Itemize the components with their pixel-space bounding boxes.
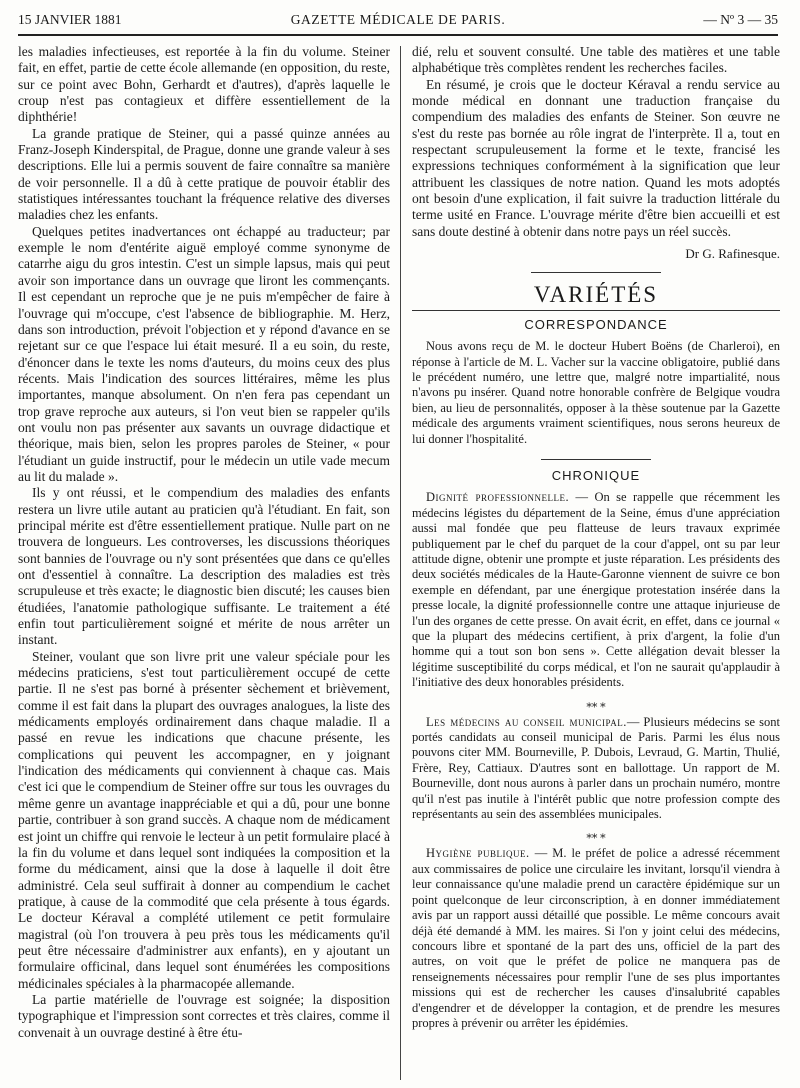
paragraph: les maladies infectieuses, est reportée à la fin du volume. Steiner fait, en effet, partie de cette école allemande (en opposition, du reste, sur ce point avec Bohn, Gerhardt et d'autres), d'après laquelle le croup n'est pas contagieux et diffère essentiellement de la diphthérie! (18, 44, 390, 125)
item-lead: Hygiène publique. (426, 846, 530, 861)
heading-correspondance: CORRESPONDANCE (524, 316, 668, 332)
item-lead: Les médecins au conseil municipal. (426, 714, 627, 729)
item-body: — M. le préfet de police a adressé récemment aux commissaires de police une circulaire les invitant, lorsqu'il viendra à leur connaissance qu'une maladie prend un caractère épidémique sur un point quelconque de leur circonscription, à en donner immédiatement avis par un rapport aussi détaillé que possible. Le même concours avait déjà été demandé à MM. les maires. Si l'on y joint celui des médecins, concours libre et spontané de la part des uns, officiel de la part des autres, on voit que le préfet de police ne manquera pas de renseignements nécessaires pour remplir l'une de ses plus importantes missions qui est de rechercher les causes d'insalubrité capables d'engendrer et de développer la contagion, et de prendre les mesures propres à prévenir ou arrêter les épidémies. (412, 846, 780, 1030)
author-signature: Dr G. Rafinesque. (685, 246, 780, 262)
issue-date: 15 JANVIER 1881 (18, 12, 122, 27)
item-body: — On se rappelle que récemment les médecins légistes du département de la Seine, émus d'une appréciation aussi mal fondée que peu flatteuse de leurs travaux exprimée publiquement par le chef du parquet de la cour d'appel, ont su par leur attitude digne, obtenir une prompte et juste réparation. Les présidents des deux sociétés médicales de la Haute-Garonne viennent de suivre ce bon exemple en défendant, par une énergique protestation insérée dans la presse locale, la dignité professionnelle contre une attaque injurieuse de l'un des organes de cette presse. On avait écrit, en effet, dans ce journal « que la plupart des médecins certifient, à prix d'argent, la folie d'un homme qui a tout son bon sens ». Cette allégation devait blesser la légitime susceptibilité du corps médical, et l'on ne saurait qu'applaudir à l'initiative des deux honorables présidents. (412, 490, 780, 690)
item-body: — Plusieurs médecins se sont portés candidats au conseil municipal de Paris. Parmi les élus nous pouvons citer MM. Bourneville, P. Dubois, Levraud, G. Martin, Thulié, Frère, Rey, Cattiaux. D'autres sont en ballottage. Un rapport de M. Bourneville, dont nous aurons à parler dans un prochain numéro, montre qu'il n'est pas inutile à l'intérêt public que notre profession compte des représentants au sein des assemblées municipales. (412, 714, 780, 822)
chronique-item-hygiene (412, 846, 780, 1031)
paragraph: La partie matérielle de l'ouvrage est soignée; la disposition typographique et l'impression sont correctes et très claires, comme il convenait à un ouvrage destiné à être étu- (18, 991, 390, 1040)
section-title-varietes: VARIÉTÉS (533, 282, 659, 308)
right-column (412, 44, 780, 1080)
paragraph: Quelques petites inadvertances ont échappé au traducteur; par exemple le nom d'entérite aiguë employé comme synonyme de catarrhe aigu du gros intestin. C'est un simple lapsus, mais qui peut avoir son importance dans un ouvrage que liront les commençants. Il est cependant un reproche que je ne puis m'empêcher de faire à l'ouvrage qui m'occupe, c'est l'absence de bibliographie. M. Herz, dans son introduction, prévoit l'objection et y répond d'avance en se rejetant sur ce que l'espace lui était mesuré. Il a eu soin, du reste, d'énoncer dans le texte les noms d'auteurs, du moins ceux des plus récents. Mais l'indication des sources littéraires, même les plus importantes, manque absolument. On n'en fera pas cependant un trop grave reproche aux auteurs, si l'on veut bien se rappeler qu'ils ont voulu non pas présenter aux savants un ouvrage didactique et théorique, mais bien, selon les propres paroles de Steiner, « pour l'étudiant un guide instructif, pour le médecin un utile vade mecum au lit du malade ». (18, 223, 390, 484)
chronique-item-dignite (412, 490, 780, 690)
separator-rule (531, 272, 661, 273)
left-column (18, 44, 390, 1080)
page-header (18, 8, 778, 36)
separator-rule (541, 459, 651, 460)
paragraph: Ils y ont réussi, et le compendium des maladies des enfants restera un livre utile autant au praticien qu'à l'étudiant. En fait, son principal mérite est d'être essentiellement pratique. Nulle part on ne trouvera de longueurs. Les controverses, les discussions théoriques sont bannies de l'ouvrage ou n'y sont présentées que dans ce qu'elles ont d'essentiel à connaître. La description des maladies est très scrupuleuse et très exacte; le diagnostic bien discuté; les causes bien étudiées, l'anatomie pathologique suffisante. Le traitement a été enfin tout particulièrement soigné et mérite de nous arrêter un instant. (18, 485, 390, 648)
paragraph: Steiner, voulant que son livre prit une valeur spéciale pour les médecins praticiens, s'est tout particulièrement occupé de cette partie. Il ne s'est pas borné à présenter sèchement et brièvement, comme il est fait dans la plupart des ouvrages analogues, la liste des médicaments employés ordinairement dans chaque maladie. Il a passé en revue les indications que chacune présente, les complications qui peuvent les accompagner, en y joignant l'indication des médicaments qui conviennent à chaque cas. Mais c'est ici que le compendium de Steiner offre sur tous les ouvrages du même genre un avantage inappréciable et qui a dû, pour une bonne partie, contribuer à son grand succès. A chaque nom de médicament est joint un chiffre qui renvoie le lecteur à un petit formulaire placé à la fin du volume et dans lequel sont indiquées la composition et la forme du médicament, ainsi que la dose à laquelle il doit être administré. Cela seul suffirait à donner au compendium le cachet pratique, à cause de la commodité que cela présente à tous égards. Le docteur Kéraval a complété utilement ce petit formulaire magistral (où l'on trouvera à peu près tous les médicaments qu'il peut être nécessaire d'administrer aux enfants), en y ajoutant un formulaire officinal, dans lequel sont énumérées les compositions médicinales spéciales à la pharmacopée allemande. (18, 648, 390, 991)
heading-chronique: CHRONIQUE (551, 468, 641, 483)
asterism-divider: ⁎⁎ ⁎ (586, 829, 606, 842)
paragraph: La grande pratique de Steiner, qui a passé quinze années au Franz-Joseph Kinderspital, de Prague, donne une grande valeur à ses descriptions. Elle lui a permis souvent de faire connaître sa manière de voir personnelle. Il a dû à cette pratique de pouvoir établir des statistiques intéressantes touchant la fréquence relative des diverses maladies chez les enfants. (18, 125, 390, 223)
paragraph: En résumé, je crois que le docteur Kéraval a rendu service au monde médical en donnant une traduction française du compendium des maladies des enfants de Steiner. Son œuvre ne s'est du reste pas bornée au rôle ingrat de l'interprète. Il a, tout en respectant scrupuleusement la forme et le texte, francisé les expressions techniques conformément à la signification que leur attribuent les classiques de notre nation. Quand les mots adoptés ont besoin d'une explication, il fait suivre la traduction littérale du terme usité en France. L'ouvrage mérite d'être bien accueilli et est sans doute destiné à obtenir dans notre pays un réel succès. (412, 76, 780, 239)
separator-rule (412, 310, 780, 311)
asterism-divider: ⁎⁎ ⁎ (586, 697, 606, 710)
journal-title: GAZETTE MÉDICALE DE PARIS. (290, 12, 506, 27)
column-divider (400, 46, 401, 1080)
issue-page-number: — Nº 3 — 35 (703, 12, 778, 27)
correspondance-paragraph: Nous avons reçu de M. le docteur Hubert Boëns (de Charleroi), en réponse à l'article de M. L. Vacher sur la vaccine obligatoire, publié dans le précédent numéro, une lettre que, malgré notre impartialité, nous n'avons pu insérer. Quand notre honorable confrère de Belgique voudra bien, au lieu de personnalités, opposer à la thèse soutenue par la Gazette médicale des arguments vraiment scientifiques, nous serons heureux de lui donner l'hospitalité. (412, 339, 780, 446)
item-lead: Dignité professionnelle. (426, 490, 570, 505)
paragraph: dié, relu et souvent consulté. Une table des matières et une table alphabétique très complètes rendent les recherches faciles. (412, 44, 780, 76)
chronique-item-conseil (412, 715, 780, 823)
